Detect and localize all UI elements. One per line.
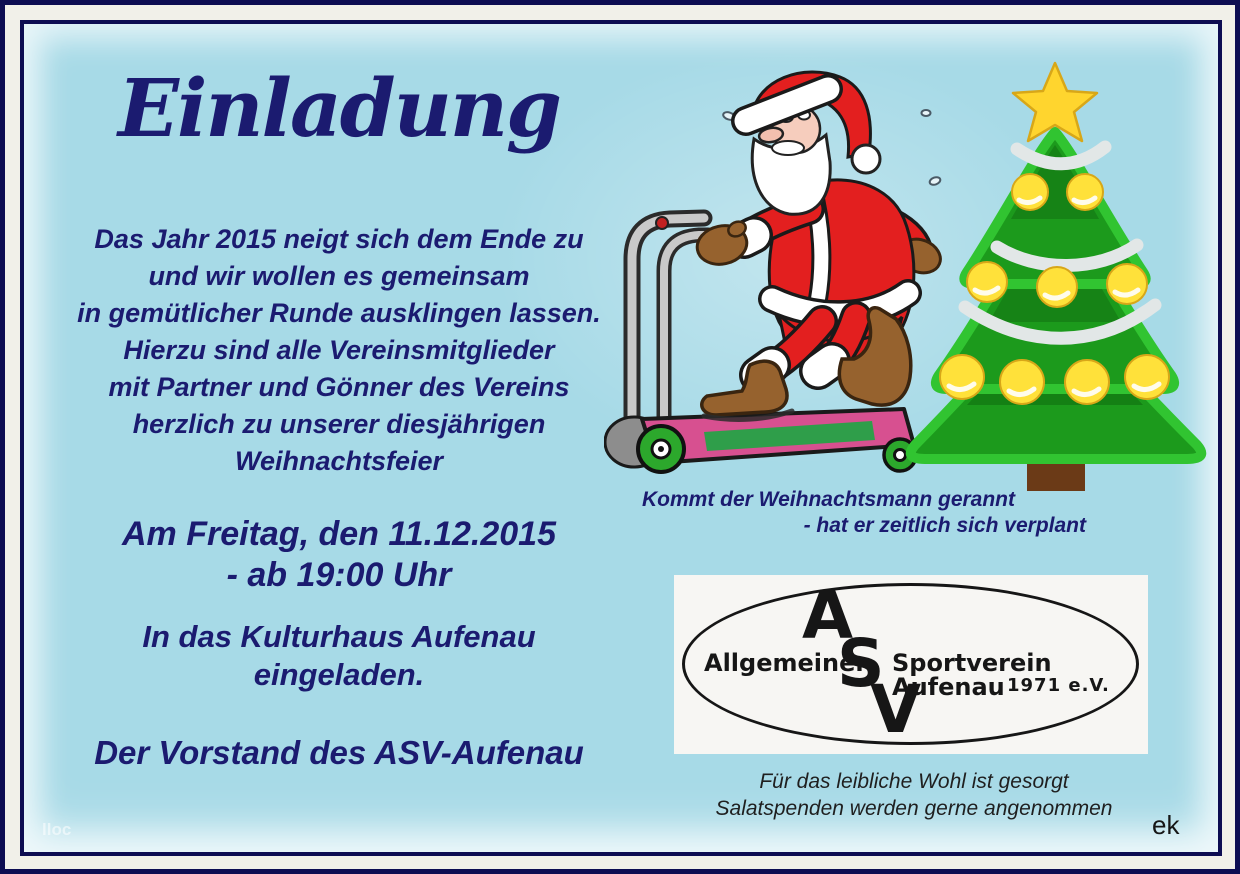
signature-line: Der Vorstand des ASV-Aufenau <box>94 734 584 771</box>
logo-year-text: 1971 e.V. <box>1007 675 1110 696</box>
event-venue <box>39 618 639 694</box>
intro-line: in gemütlicher Runde ausklingen lassen. <box>77 298 601 328</box>
intro-line: mit Partner und Gönner des Vereins <box>108 372 570 402</box>
intro-line: Das Jahr 2015 neigt sich dem Ende zu <box>94 224 584 254</box>
page-title: Einladung <box>118 61 560 155</box>
intro-line: herzlich zu unserer diesjährigen <box>132 409 546 439</box>
caption-line: - hat er zeitlich sich verplant <box>803 514 1086 537</box>
flyer-canvas <box>20 20 1222 856</box>
caption-line: Kommt der Weihnachtsmann gerannt <box>642 488 1015 511</box>
logo-letter-a: A <box>802 577 854 654</box>
logo-right-text: Sportverein Aufenau <box>892 649 1052 701</box>
date-line: Am Freitag, den 11.12.2015 <box>121 515 556 553</box>
footer-note <box>654 768 1174 822</box>
logo-letter-v: V <box>870 671 922 748</box>
asv-club-logo <box>674 575 1148 754</box>
watermark: lloc <box>42 820 72 839</box>
footer-line: Für das leibliche Wohl ist gesorgt <box>759 770 1069 793</box>
venue-line: eingeladen. <box>253 657 425 692</box>
intro-line: und wir wollen es gemeinsam <box>148 261 530 291</box>
time-line: - ab 19:00 Uhr <box>226 556 452 594</box>
event-date <box>39 514 639 596</box>
venue-line: In das Kulturhaus Aufenau <box>142 619 536 654</box>
footer-line: Salatspenden werden gerne angenommen <box>715 797 1113 820</box>
santa-caption <box>642 487 1086 539</box>
logo-letter-s: S <box>837 625 885 702</box>
intro-paragraph <box>39 221 639 480</box>
christmas-tree-illustration <box>897 57 1222 501</box>
credit-initials: ek <box>1152 810 1180 840</box>
intro-line: Hierzu sind alle Vereinsmitglieder <box>123 335 555 365</box>
logo-left-text: Allgemeiner <box>704 649 868 677</box>
intro-line: Weihnachtsfeier <box>234 446 444 476</box>
